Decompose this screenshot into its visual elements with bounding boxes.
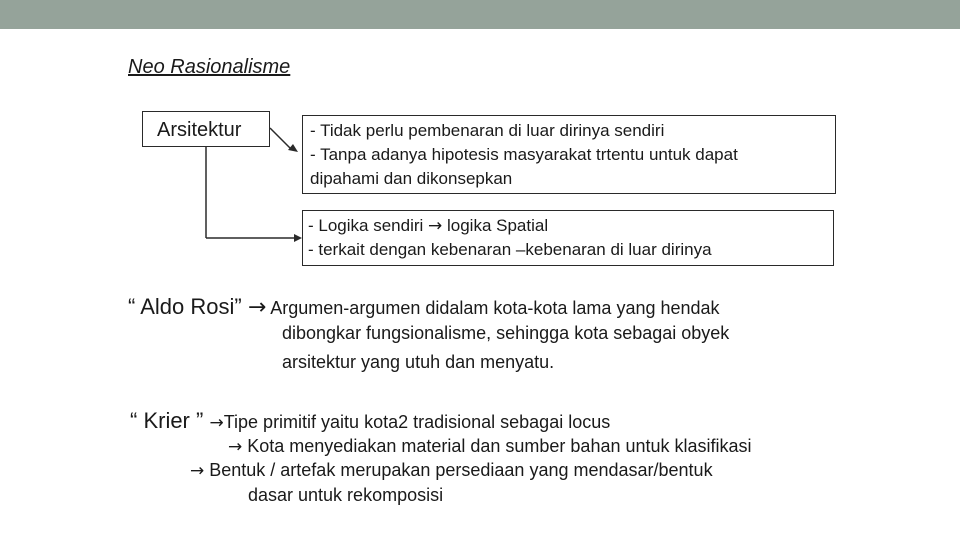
krier-line2: Kota menyediakan material dan sumber bahan untuk klasifikasi — [242, 436, 752, 456]
description-box-1 — [302, 115, 836, 194]
connector-to-box1 — [270, 128, 290, 148]
page-title: Neo Rasionalisme — [128, 56, 291, 78]
krier-line3-row — [190, 460, 713, 481]
aldo-line2: dibongkar fungsionalisme, sehingga kota sebagai obyek — [282, 323, 730, 343]
arrowhead-box2 — [294, 234, 302, 242]
arsitektur-label: Arsitektur — [157, 119, 242, 141]
right-arrow-icon: → — [247, 295, 267, 320]
krier-line2-row — [228, 436, 752, 457]
krier-line4: dasar untuk rekomposisi — [248, 485, 444, 505]
aldo-rosi-name: “ Aldo Rosi” — [128, 294, 248, 319]
box1-line2: - Tanpa adanya hipotesis masyarakat trtentu untuk dapat — [310, 145, 738, 164]
krier-paragraph — [130, 408, 610, 434]
box2-line1 — [308, 214, 548, 238]
aldo-line3: arsitektur yang utuh dan menyatu. — [282, 352, 555, 372]
aldo-rosi-paragraph — [128, 294, 720, 320]
box2-line1-start: - Logika sendiri — [308, 216, 429, 235]
right-arrow-icon: → — [428, 216, 443, 236]
aldo-line1: Argumen-argumen didalam kota-kota lama yang hendak — [266, 298, 720, 318]
description-box-2 — [302, 210, 834, 266]
box1-line3: dipahami dan dikonsepkan — [310, 169, 513, 188]
krier-line1: Tipe primitif yaitu kota2 tradisional sebagai locus — [223, 412, 611, 432]
right-arrow-icon: → — [209, 413, 224, 433]
box1-line1: - Tidak perlu pembenaran di luar dirinya sendiri — [310, 121, 665, 140]
krier-line3: Bentuk / artefak merupakan persediaan yang mendasar/bentuk — [204, 460, 713, 480]
box2-line1-end: logika Spatial — [442, 216, 549, 235]
krier-name: “ Krier ” — [130, 408, 210, 433]
right-arrow-icon: → — [190, 461, 205, 481]
right-arrow-icon: → — [228, 437, 243, 457]
box2-line2: - terkait dengan kebenaran –kebenaran di luar dirinya — [308, 240, 712, 259]
